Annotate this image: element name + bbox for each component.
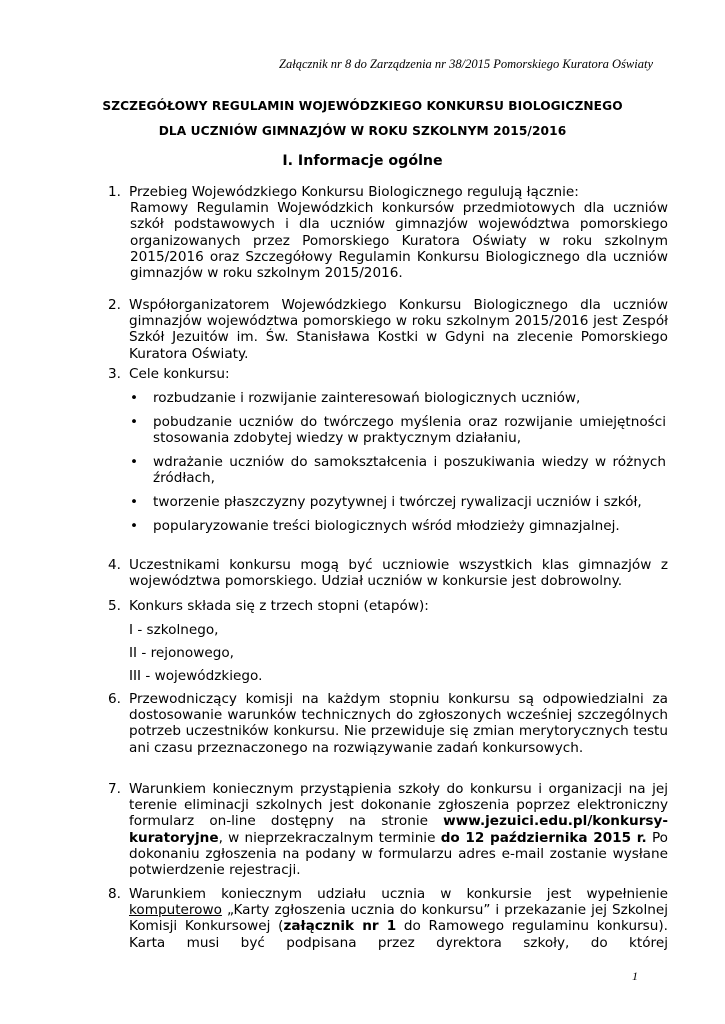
goal-text: tworzenie płaszczyzny pozytywnej i twórczej rywalizacji uczniów i szkół, (153, 494, 642, 510)
stage-item: I - szkolnego, (129, 622, 219, 638)
item-5-text: Konkurs składa się z trzech stopni (etapów): (129, 598, 429, 614)
list-item-6 (108, 691, 668, 756)
item-8-text (129, 886, 668, 951)
item-8-text-b: „Karty zgłoszenia ucznia do konkursu” i przekazanie jej Szkolnej Komisji Konkursowej ( (129, 902, 668, 935)
item-7-text (129, 781, 668, 878)
list-item-number: 1. (108, 184, 121, 200)
page-number: 1 (632, 969, 638, 983)
goal-bullet (130, 390, 666, 406)
bullet-icon: • (130, 454, 139, 470)
attachment-reference: załącznik nr 1 (283, 918, 397, 935)
list-item-number: 7. (108, 781, 121, 797)
item-2-text: Współorganizatorem Wojewódzkiego Konkursu Biologicznego dla uczniów gimnazjów województwa pomorskiego w roku szkolnym 2015/2016 jest Zespół Szkół Jezuitów im. Św. Stanisława Kostki w Gdyni na zlecenie Pomorskiego Kuratora Oświaty. (129, 297, 668, 362)
goal-bullet (130, 454, 666, 486)
list-item-4 (108, 557, 668, 589)
goal-bullet (130, 414, 666, 446)
stage-item: III - wojewódzkiego. (129, 668, 263, 684)
item-1-lead: Przebieg Wojewódzkiego Konkursu Biologicznego regulują łącznie: (129, 184, 579, 200)
item-7-text-a: Warunkiem koniecznym przystąpienia szkoły do konkursu i organizacji na jej terenie eliminacji szkolnych jest dokonanie zgłoszenia poprzez elektroniczny formularz on-line dostępny na stronie (129, 781, 668, 830)
document-title-line-1: SZCZEGÓŁOWY REGULAMIN WOJEWÓDZKIEGO KONKURSU BIOLOGICZNEGO (102, 99, 623, 113)
goal-text: popularyzowanie treści biologicznych wśród młodzieży gimnazjalnej. (153, 518, 620, 534)
list-item-number: 2. (108, 297, 121, 313)
registration-link[interactable]: www.jezuici.edu.pl/konkursy-kuratoryjne (129, 813, 668, 846)
goal-bullet (130, 518, 666, 534)
bullet-icon: • (130, 518, 139, 534)
list-item-number: 4. (108, 557, 121, 573)
attachment-header-note: Załącznik nr 8 do Zarządzenia nr 38/2015 Pomorskiego Kuratora Oświaty (279, 57, 653, 71)
item-7-text-b: , w nieprzekraczalnym terminie (218, 829, 441, 846)
bullet-icon: • (130, 390, 139, 406)
goal-bullet (130, 494, 666, 510)
goal-text: wdrażanie uczniów do samokształcenia i poszukiwania wiedzy w różnych źródłach, (153, 454, 666, 487)
document-title-line-2: DLA UCZNIÓW GIMNAZJÓW W ROKU SZKOLNYM 2015/2016 (158, 124, 567, 138)
bullet-icon: • (130, 414, 139, 430)
item-6-text: Przewodniczący komisji na każdym stopniu konkursu są odpowiedzialni za dostosowanie warunków technicznych do zgłoszonych wcześniej szczególnych potrzeb uczestników konkursu. Nie przewiduje się zmian merytorycznych testu ani czasu przeznaczonego na rozwiązywanie zadań konkursowych. (129, 691, 668, 756)
item-1-text: Ramowy Regulamin Wojewódzkich konkursów przedmiotowych dla uczniów szkół podstawowych i dla uczniów gimnazjów województwa pomorskiego organizowanych przez Pomorskiego Kuratora Oświaty w roku szkolnym 2015/2016 oraz Szczegółowy Regulamin Konkursu Biologicznego dla uczniów gimnazjów w roku szkolnym 2015/2016. (130, 200, 668, 282)
registration-deadline: do 12 października 2015 r. (440, 829, 647, 846)
item-8-text-c: do Ramowego regulaminu konkursu). Karta musi być podpisana przez dyrektora szkoły, do której (129, 918, 669, 951)
list-item-number: 6. (108, 691, 121, 707)
list-item-number: 5. (108, 598, 121, 614)
list-item-number: 3. (108, 366, 121, 382)
goal-text: pobudzanie uczniów do twórczego myślenia oraz rozwijanie umiejętności stosowania zdobytej wiedzy w praktycznym działaniu, (153, 414, 666, 447)
stage-item: II - rejonowego, (129, 645, 234, 661)
list-item-1 (108, 184, 668, 281)
item-7-text-c: Po dokonaniu zgłoszenia na podany w formularzu adres e-mail zostanie wysłane potwierdzenie rejestracji. (129, 829, 668, 879)
item-8-text-a: Warunkiem koniecznym udziału ucznia w konkursie jest wypełnienie (129, 886, 668, 902)
list-item-5 (108, 598, 668, 614)
list-item-3 (108, 366, 668, 382)
list-item-8 (108, 886, 668, 951)
bullet-icon: • (130, 494, 139, 510)
list-item-number: 8. (108, 886, 121, 902)
list-item-2 (108, 297, 668, 362)
item-4-text: Uczestnikami konkursu mogą być uczniowie wszystkich klas gimnazjów z województwa pomorskiego. Udział uczniów w konkursie jest dobrowolny. (129, 557, 668, 590)
section-heading: I. Informacje ogólne (282, 153, 443, 169)
list-item-7 (108, 781, 668, 878)
item-3-text: Cele konkursu: (129, 366, 230, 382)
goal-text: rozbudzanie i rozwijanie zainteresowań biologicznych uczniów, (153, 390, 581, 406)
underlined-word: komputerowo (129, 902, 222, 919)
